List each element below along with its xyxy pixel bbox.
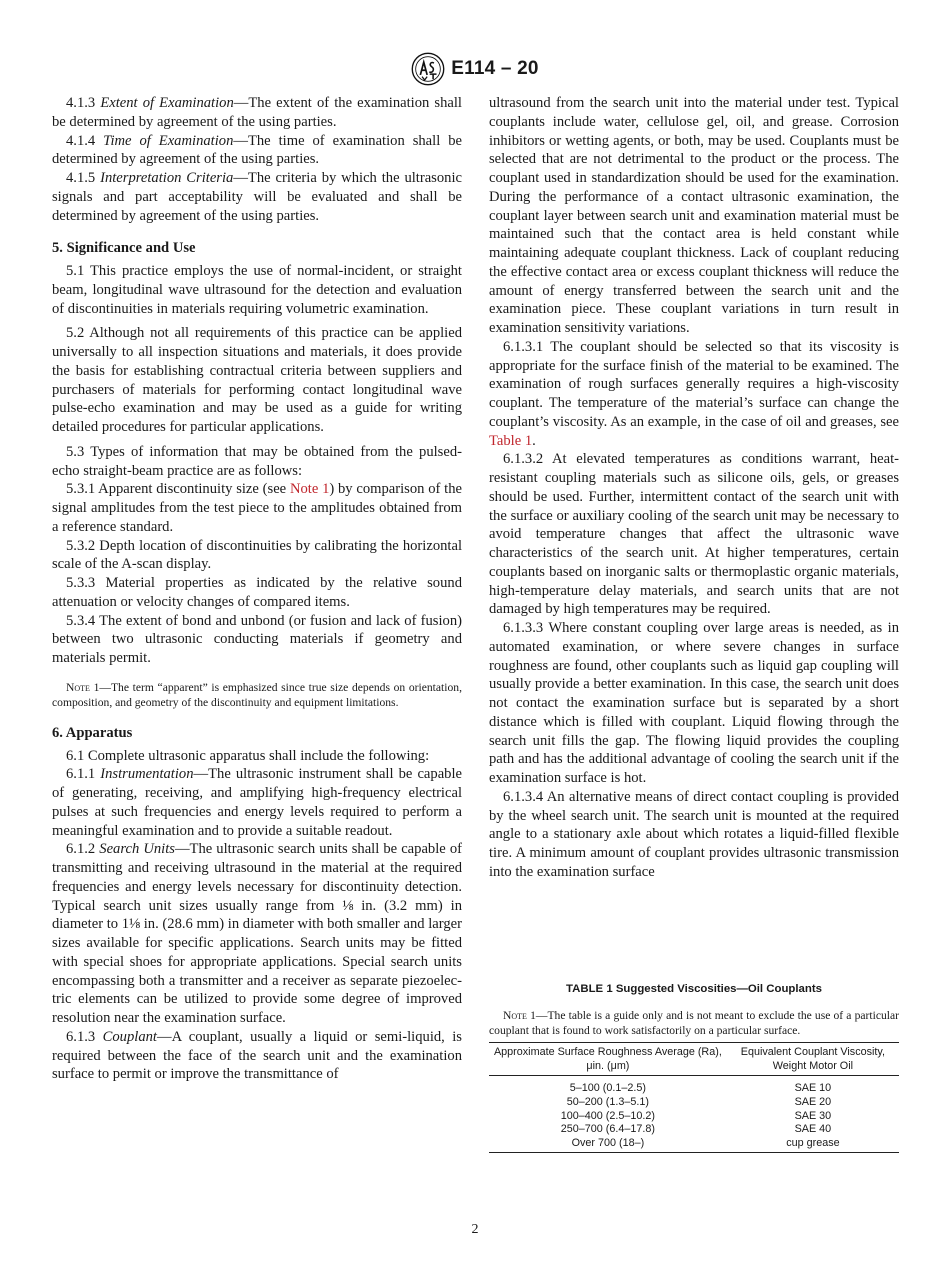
- text-segment: 6.1.3.1 The couplant should be selected so that its viscosity is appropriate for the surface finish of the material to be examined. The examination of rough surfaces generally requires a high-viscosity couplant. The temperature of the material’s surface can change the couplant’s viscosity. As an example, in the case of oil and greases, see: [489, 338, 899, 430]
- paragraph-6-1-1: [52, 765, 462, 840]
- right-column: [489, 94, 899, 882]
- section-title: Extent of Examination: [100, 95, 234, 111]
- section-title: Interpretation Criteria: [100, 170, 234, 186]
- text-segment: ) by comparison of the signal amplitudes from the test piece to the amplitudes obtained from a reference standard.: [52, 481, 462, 535]
- section-title: Couplant: [102, 1028, 157, 1045]
- section-text: —The ultrasonic search units shall be capable of transmitting and receiving ultrasound in the material at the required frequencies and energy levels necessary for discontinuity detection. Typical search unit sizes usually range from ⅛ in. (3.2 mm) in diameter to 1⅛ in. (28.6 mm) in diameter with both smaller and larger sizes available for specific applications. Search units may be fitted with special shoes for appropriate applications. Special search units encompassing both a transmitter and a receiver as separate piezoelectric elements can be utilized to provide some degree of improved resolution near the examination surface.: [52, 841, 462, 1026]
- section-text: —The criteria by which the ultrasonic signals and part acceptability will be evaluated and shall be determined by agreement of the using parties.: [52, 170, 462, 224]
- section-title: Search Units: [99, 841, 175, 858]
- note-1-link[interactable]: Note 1: [289, 481, 330, 498]
- table-row: [489, 1110, 899, 1124]
- section-number: 4.1.4: [66, 132, 96, 149]
- table-cell: cup grease: [727, 1137, 899, 1153]
- paragraph-5-3-1: [52, 480, 462, 536]
- section-number: 6.1.2: [66, 841, 96, 858]
- section-text: —The time of examination shall be determined by agreement of the using parties.: [52, 132, 462, 168]
- paragraph-5-3-2: 5.3.2 Depth location of discontinuities by calibrating the horizontal scale of the A-scan display.: [52, 537, 462, 573]
- section-text: —The extent of the examination shall be determined by agreement of the using parties.: [52, 95, 462, 130]
- page-number: 2: [471, 1222, 479, 1237]
- table-row: [489, 1076, 899, 1096]
- section-number: 4.1.3: [66, 95, 96, 111]
- paragraph-4-1-5: [52, 169, 462, 225]
- table-cell: 250–700 (6.4–17.8): [560, 1123, 656, 1136]
- section-title: Instrumentation: [100, 766, 194, 783]
- table-row: [489, 1096, 899, 1110]
- table-row: [489, 1137, 899, 1153]
- table-cell: Over 700 (18–): [489, 1137, 727, 1153]
- page-header: [0, 52, 950, 86]
- paragraph-6-1: 6.1 Complete ultrasonic apparatus shall include the following:: [66, 747, 430, 764]
- paragraph-5-3: 5.3 Types of information that may be obtained from the pulsed-echo straight-beam practice are as follows:: [52, 443, 462, 479]
- table-1: [489, 983, 899, 1153]
- section-5-heading: 5. Significance and Use: [52, 240, 196, 257]
- paragraph-5-3-3: 5.3.3 Material properties as indicated by the relative sound attenuation or velocity changes of compared items.: [52, 575, 462, 610]
- text-segment: 5.3.1 Apparent discontinuity size (see: [66, 481, 290, 498]
- text-segment: .: [532, 432, 536, 449]
- section-number: 6.1.1: [66, 766, 96, 783]
- paragraph-4-1-4: [52, 132, 462, 170]
- table-cell: SAE 20: [794, 1095, 832, 1108]
- paragraph-5-2: 5.2 Although not all requirements of this practice can be applied universally to all inspection situations and materials, it does provide the basis for establishing contractual criteria between suppliers and purchasers of materials for performing contact longitudinal wave pulse-echo examination and may be used as a guide for writing detailed procedures for particular applications.: [52, 325, 462, 435]
- table-title: TABLE 1 Suggested Viscosities—Oil Couplants: [566, 983, 822, 995]
- paragraph-5-3-4: 5.3.4 The extent of bond and unbond (or fusion and lack of fusion) between two ultrasonic conducting materials if geometry and materials permit.: [52, 612, 462, 666]
- paragraph-6-1-3-3: 6.1.3.3 Where constant coupling over large areas is needed, as in automated examination, or where severe changes in surface roughness are found, other couplants such as liquid gap coupling will usually provide a better examination. In this case, the search unit does not contact the examination surface but is separated by a short distance which is filled with couplant. Liquid flowing through the search unit fills the gap. The flowing liquid provides the coupling path and has the additional advantage of cooling the search unit if the examination surface is hot.: [489, 620, 899, 786]
- table-header-row: [489, 1043, 899, 1076]
- note-text: 1—The term “apparent” is emphasized since true size depends on orientation, composition, and geometry of the discontinuity and equipment limitations.: [52, 680, 462, 709]
- table-cell: 100–400 (2.5–10.2): [560, 1109, 656, 1122]
- paragraph-6-1-3-continued: ultrasound from the search unit into the material under test. Typical couplants include water, cellulose gel, oil, and grease. Corrosion inhibitors or wetting agents, or both, may be used. Couplants must be selected that are not detrimental to the product or the process. The couplant used in standardization should be used for the examination. During the performance of a contact ultrasonic examination, the couplant layer between search unit and examination material must be maintained such that the contact area is held constant while maintaining adequate couplant thickness. Lack of couplant reducing the effective contact area or excess couplant thickness will reduce the amount of energy transferred between the search unit and the examination piece. These couplant variations in turn result in examination sensitivity variations.: [489, 95, 899, 336]
- section-text: —The ultrasonic instrument shall be capable of generating, receiving, and amplifying high-frequency electrical pulses at such frequencies and energy levels required to perform a meaningful examination and to provide a suitable readout.: [52, 766, 463, 839]
- note-label: Note: [66, 680, 90, 694]
- note-1: [52, 680, 462, 710]
- paragraph-5-1: 5.1 This practice employs the use of normal-incident, or straight beam, longitudinal wave ultrasound for the detection and evaluation of discontinuities in materials requiring volumetric examination.: [52, 263, 462, 317]
- header-viscosity: Equivalent Couplant Viscosity, Weight Motor Oil: [727, 1043, 899, 1076]
- section-number: 4.1.5: [66, 170, 96, 186]
- paragraph-6-1-3-2: 6.1.3.2 At elevated temperatures as conditions warrant, heat-resistant coupling materials such as silicone oils, gels, or greases should be used. Further, intermittent contact of the search unit with the surface or auxiliary cooling of the search unit may be necessary to avoid temperature changes that affect the ultrasonic wave characteristics of the search unit. At higher temperatures, certain couplants based on inorganic salts or thermoplastic organic materials, high-temperature delay materials, and search units that are not damaged by high temperatures may be required.: [489, 451, 899, 618]
- paragraph-6-1-3-4: 6.1.3.4 An alternative means of direct contact coupling is provided by the wheel search unit. The search unit is mounted at the required angle to a stationary axle about which rotates a liquid-filled flexible tire. A minimum amount of couplant provides ultrasonic transmission into the examination surface: [489, 788, 899, 880]
- table-cell: 50–200 (1.3–5.1): [566, 1095, 650, 1108]
- table-cell: SAE 10: [794, 1082, 832, 1095]
- section-text: —A couplant, usually a liquid or semi-liquid, is required between the face of the search unit and the examination surface to permit or improve the transmittance of: [52, 1028, 462, 1083]
- table-row: [489, 1123, 899, 1137]
- note-label: Note: [503, 1009, 527, 1022]
- header-roughness: Approximate Surface Roughness Average (Ra), μin. (μm): [489, 1043, 727, 1076]
- section-title: Time of Examination: [103, 132, 234, 149]
- table-cell: SAE 30: [794, 1109, 832, 1122]
- note-text: 1—The table is a guide only and is not meant to exclude the use of a particular couplant that is found to work satisfactorily on a particular surface.: [489, 1009, 899, 1037]
- viscosity-table: [489, 1042, 899, 1153]
- table-cell: 5–100 (0.1–2.5): [569, 1082, 647, 1095]
- section-number: 6.1.3: [66, 1028, 96, 1045]
- standard-designation: E114 – 20: [451, 58, 539, 79]
- paragraph-6-1-2: [52, 840, 462, 1028]
- left-column: [52, 94, 462, 1084]
- paragraph-6-1-3: [52, 1028, 462, 1084]
- table-1-link[interactable]: Table 1: [489, 432, 533, 449]
- table-note: [489, 1009, 899, 1038]
- paragraph-6-1-3-1: [489, 338, 899, 451]
- paragraph-4-1-3: [52, 94, 462, 132]
- astm-logo-icon: [411, 52, 445, 86]
- section-6-heading: 6. Apparatus: [52, 724, 133, 741]
- table-cell: SAE 40: [794, 1123, 832, 1136]
